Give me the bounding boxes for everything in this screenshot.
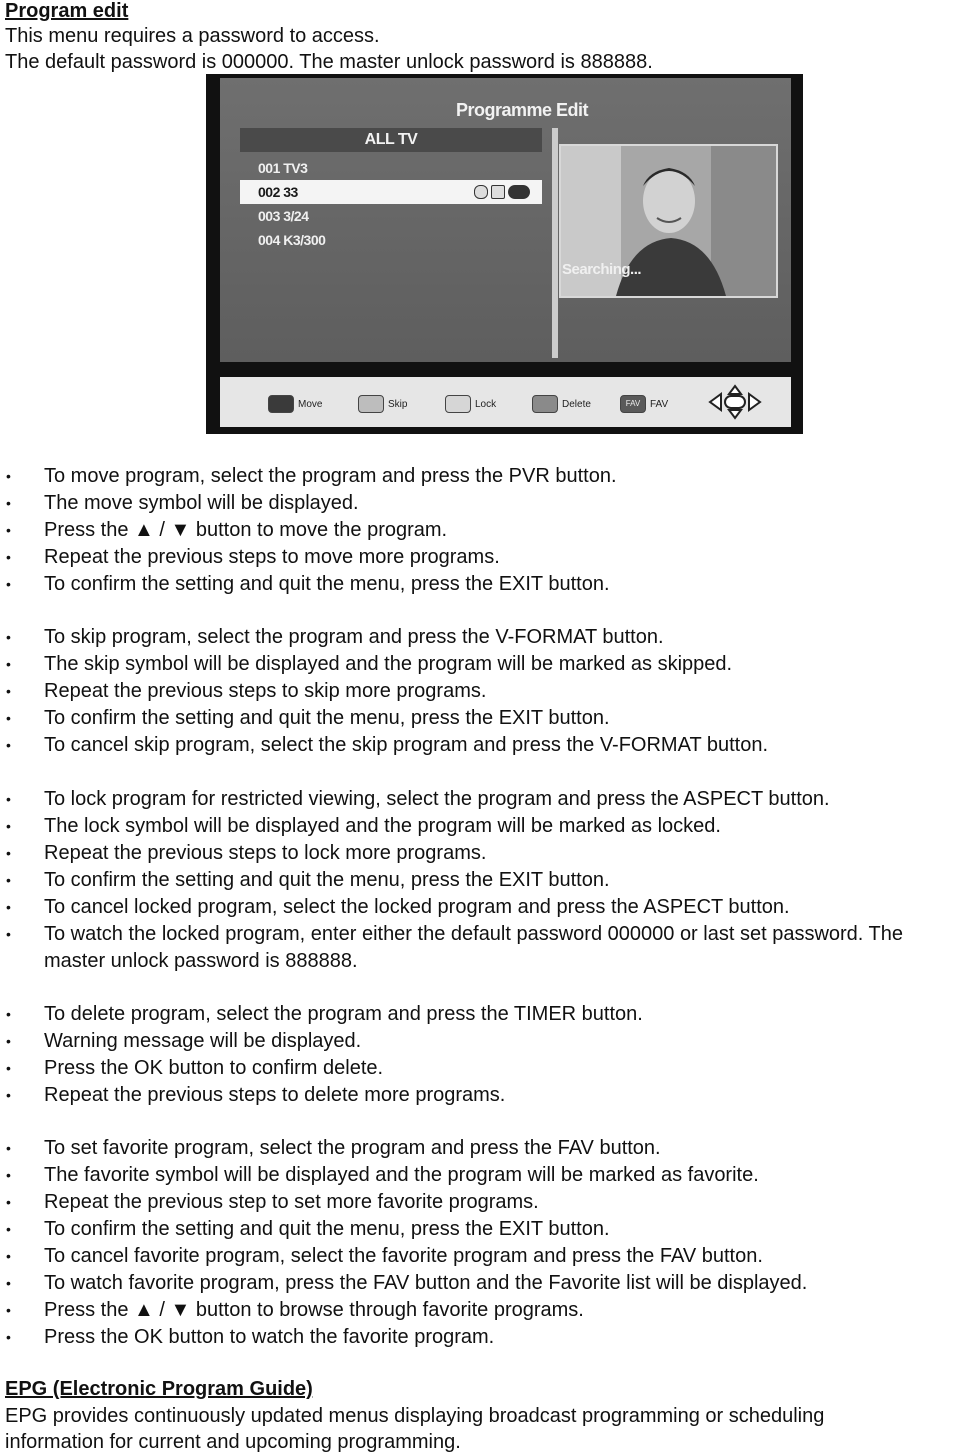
pvr-key-icon [268,395,294,413]
bullet-icon: • [6,1033,11,1049]
bullet-item [0,1028,954,1055]
bullet-item [0,921,954,975]
key-label: Move [298,398,323,410]
timer-key-icon [532,395,558,413]
key-label: Delete [562,398,591,410]
move-icon [508,185,530,199]
skip-icon [474,185,488,199]
bullet-group [0,786,960,975]
bullet-group [0,1135,960,1351]
bullet-text: To confirm the setting and quit the menu, press the EXIT button. [44,869,610,891]
bullet-icon: • [6,495,11,511]
bullet-text: To set favorite program, select the program and press the FAV button. [44,1137,661,1159]
channel-list [240,156,542,252]
bullet-text: Press the OK button to confirm delete. [44,1057,384,1079]
epg-line: information for current and upcoming programming. [5,1431,461,1453]
bullet-icon: • [6,710,11,726]
bullet-icon: • [6,1006,11,1022]
programme-edit-screenshot [206,74,803,434]
bullet-item [0,1162,954,1189]
bullet-text: The move symbol will be displayed. [44,492,359,514]
bullet-icon: • [6,872,11,888]
bullet-icon: • [6,1194,11,1210]
bullet-icon: • [6,1087,11,1103]
bullet-icon: • [6,1167,11,1183]
bullet-text: To cancel skip program, select the skip program and press the V-FORMAT button. [44,734,769,756]
vformat-key-icon [358,395,384,413]
section-title-epg: EPG (Electronic Program Guide) [5,1378,313,1400]
osd-title: Programme Edit [456,100,589,120]
section-title-program-edit: Program edit [5,0,129,22]
bullet-item [0,813,954,840]
bullet-item [0,1324,954,1351]
bullet-text: To confirm the setting and quit the menu, press the EXIT button. [44,573,610,595]
bullet-text: To watch the locked program, enter either the default password 000000 or last set password. The master unlock password is 888888. [44,923,904,972]
bullet-text: Press the ▲ / ▼ button to move the program. [44,519,448,541]
bullet-item [0,651,954,678]
bullet-icon: • [6,899,11,915]
bullet-icon: • [6,1329,11,1345]
key-label: Lock [475,398,497,410]
bullet-item [0,1270,954,1297]
bullet-icon: • [6,1140,11,1156]
bullet-item [0,867,954,894]
list-scrollbar[interactable] [552,128,558,358]
key-label: FAV [650,398,669,410]
epg-description [5,1403,824,1455]
bullet-text: The lock symbol will be displayed and the program will be marked as locked. [44,815,721,837]
bullet-icon: • [6,845,11,861]
bullet-item [0,1297,954,1324]
channel-status-icons [474,185,530,199]
bullet-item [0,624,954,651]
bullet-text: To cancel favorite program, select the favorite program and press the FAV button. [44,1245,763,1267]
bullet-icon: • [6,549,11,565]
channel-label: 002 33 [258,184,298,200]
channel-label: 003 3/24 [258,208,309,224]
bullet-item [0,544,954,571]
bullet-icon: • [6,683,11,699]
navigation-arrows-icon [707,384,763,420]
key-delete[interactable] [532,395,591,413]
bullet-item [0,732,954,759]
bullet-text: To lock program for restricted viewing, select the program and press the ASPECT button. [44,788,830,810]
channel-row[interactable] [240,228,542,252]
bullet-item [0,1216,954,1243]
bullet-group [0,1001,960,1109]
key-lock[interactable] [445,395,496,413]
bullet-icon: • [6,576,11,592]
bullet-item [0,1055,954,1082]
bullet-text: Repeat the previous steps to lock more programs. [44,842,487,864]
channel-label: 001 TV3 [258,160,308,176]
bullet-icon: • [6,629,11,645]
bullet-icon: • [6,1275,11,1291]
osd-key-bar [220,377,791,427]
bullet-item [0,840,954,867]
channel-list-header: ALL TV [240,128,542,152]
bullet-item [0,517,954,544]
aspect-key-icon [445,395,471,413]
channel-row[interactable] [240,156,542,180]
bullet-text: To watch favorite program, press the FAV button and the Favorite list will be displayed. [44,1272,808,1294]
epg-line: EPG provides continuously updated menus displaying broadcast programming or scheduling [5,1405,825,1427]
bullet-item [0,786,954,813]
bullet-item [0,490,954,517]
bullet-text: Warning message will be displayed. [44,1030,362,1052]
bullet-text: Repeat the previous steps to delete more programs. [44,1084,506,1106]
search-status: Searching... [562,261,642,278]
bullet-group [0,463,960,598]
bullet-group [0,624,960,759]
key-skip[interactable] [358,395,407,413]
bullet-item [0,705,954,732]
bullet-text: To delete program, select the program and press the TIMER button. [44,1003,643,1025]
intro-line: This menu requires a password to access. [5,25,380,47]
bullet-item [0,894,954,921]
bullet-text: To move program, select the program and press the PVR button. [44,465,617,487]
intro-text [5,23,653,75]
bullet-text: To skip program, select the program and press the V-FORMAT button. [44,626,664,648]
bullet-icon: • [6,737,11,753]
bullet-item [0,1135,954,1162]
bullet-text: The skip symbol will be displayed and the program will be marked as skipped. [44,653,733,675]
bullet-text: Press the OK button to watch the favorite program. [44,1326,495,1348]
bullet-icon: • [6,926,11,942]
bullet-text: The favorite symbol will be displayed and the program will be marked as favorite. [44,1164,759,1186]
bullet-item [0,1082,954,1109]
bullet-icon: • [6,1248,11,1264]
bullet-text: To confirm the setting and quit the menu, press the EXIT button. [44,707,610,729]
key-label: Skip [388,398,408,410]
bullet-icon: • [6,656,11,672]
bullet-item [0,678,954,705]
bullet-item [0,571,954,598]
intro-line: The default password is 000000. The master unlock password is 888888. [5,51,653,73]
bullet-item [0,1189,954,1216]
osd-main-panel [220,78,791,362]
bullet-text: Repeat the previous steps to move more programs. [44,546,500,568]
channel-row[interactable] [240,204,542,228]
bullet-text: Repeat the previous step to set more favorite programs. [44,1191,539,1213]
key-move[interactable] [268,395,322,413]
key-fav[interactable] [620,395,668,413]
fav-key-icon: FAV [620,395,646,413]
bullet-item [0,1001,954,1028]
channel-row-selected[interactable] [240,180,542,204]
bullet-item [0,1243,954,1270]
bullet-text: To cancel locked program, select the locked program and press the ASPECT button. [44,896,790,918]
bullet-item [0,463,954,490]
bullet-icon: • [6,818,11,834]
bullet-icon: • [6,468,11,484]
bullet-text: To confirm the setting and quit the menu, press the EXIT button. [44,1218,610,1240]
bullet-text: Repeat the previous steps to skip more programs. [44,680,487,702]
channel-label: 004 K3/300 [258,232,326,248]
bullet-icon: • [6,791,11,807]
bullet-icon: • [6,1060,11,1076]
lock-icon [491,185,505,199]
bullet-text: Press the ▲ / ▼ button to browse through favorite programs. [44,1299,584,1321]
bullet-icon: • [6,522,11,538]
bullet-icon: • [6,1302,11,1318]
bullet-icon: • [6,1221,11,1237]
